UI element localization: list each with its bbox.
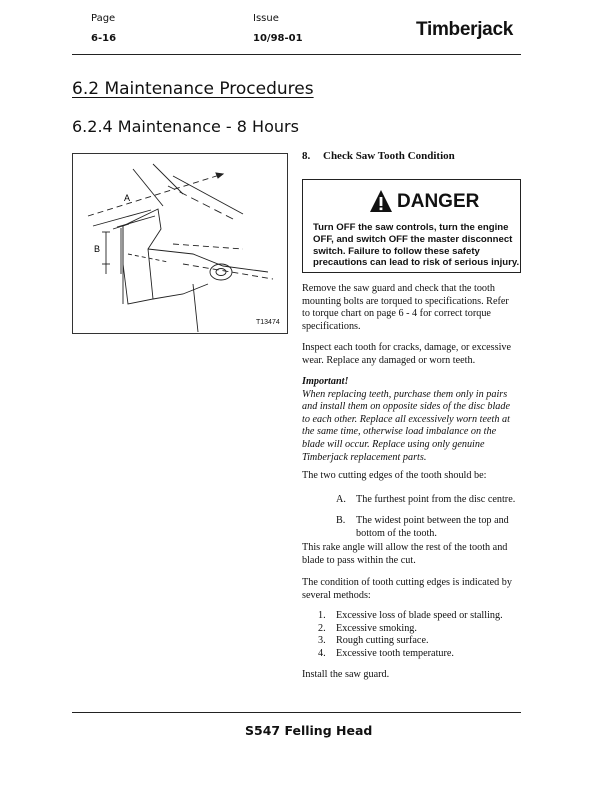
brand-logo: Timberjack	[416, 19, 513, 40]
figure-id: T13474	[256, 319, 280, 326]
danger-line-1: Turn OFF the saw controls, turn the engine	[313, 222, 509, 233]
important-note: When replacing teeth, purchase them only in pairs and install them on opposite sides of the disc blade to each other. Replace all excessively worn teeth at the same time, otherwise load imbalance on the blade will occur. Replace using only genuine Timberjack replacement parts.	[302, 388, 510, 463]
warning-icon	[369, 189, 393, 213]
saw-tooth-illustration	[73, 154, 287, 333]
page-number: 6-16	[91, 33, 117, 44]
important-label: Important!	[302, 376, 349, 387]
issue-label: Issue	[253, 13, 279, 24]
danger-line-3: switch. Failure to follow these safety	[313, 245, 480, 257]
footer-rule	[72, 712, 521, 713]
step-title: Check Saw Tooth Condition	[323, 150, 455, 162]
danger-line-2: OFF, and switch OFF the master disconnect	[313, 233, 513, 245]
section-title: 6.2 Maintenance Procedures	[72, 79, 314, 99]
paragraph-condition: The condition of tooth cutting edges is indicated by several methods:	[302, 577, 512, 601]
label-b: B	[94, 244, 101, 254]
paragraph-cutting-edges: The two cutting edges of the tooth should be:	[302, 470, 487, 481]
footer-title: S547 Felling Head	[245, 723, 373, 738]
method-item-1: 1. Excessive loss of blade speed or stalling.	[318, 610, 503, 621]
issue-value: 10/98-01	[253, 33, 303, 44]
paragraph-inspect-tooth: Inspect each tooth for cracks, damage, or excessive wear. Replace any damaged or worn teeth.	[302, 342, 512, 366]
danger-line-4: precautions can lead to risk of serious injury.	[313, 257, 520, 269]
danger-title: DANGER	[397, 191, 480, 212]
danger-box	[302, 179, 521, 273]
page-label: Page	[91, 13, 116, 24]
step-number: 8.	[302, 150, 311, 162]
section-subtitle: 6.2.4 Maintenance - 8 Hours	[72, 117, 299, 136]
label-a: A	[124, 193, 131, 203]
paragraph-remove-guard: Remove the saw guard and check that the tooth mounting bolts are torqued to specifications. Refer to torque chart on page 6 - 4 for correct torque specifications.	[302, 283, 509, 332]
edge-item-a: A. The furthest point from the disc centre.	[336, 494, 516, 505]
paragraph-rake-angle: This rake angle will allow the rest of the tooth and blade to pass within the cut.	[302, 542, 508, 566]
method-item-3: 3. Rough cutting surface.	[318, 635, 429, 647]
paragraph-install-guard: Install the saw guard.	[302, 669, 390, 680]
edge-item-b: B. The widest point between the top and bottom of the tooth.	[336, 515, 509, 539]
method-item-4: 4. Excessive tooth temperature.	[318, 647, 454, 659]
method-item-2: 2. Excessive smoking.	[318, 622, 417, 634]
header-rule	[72, 54, 521, 55]
saw-tooth-figure	[72, 153, 288, 334]
